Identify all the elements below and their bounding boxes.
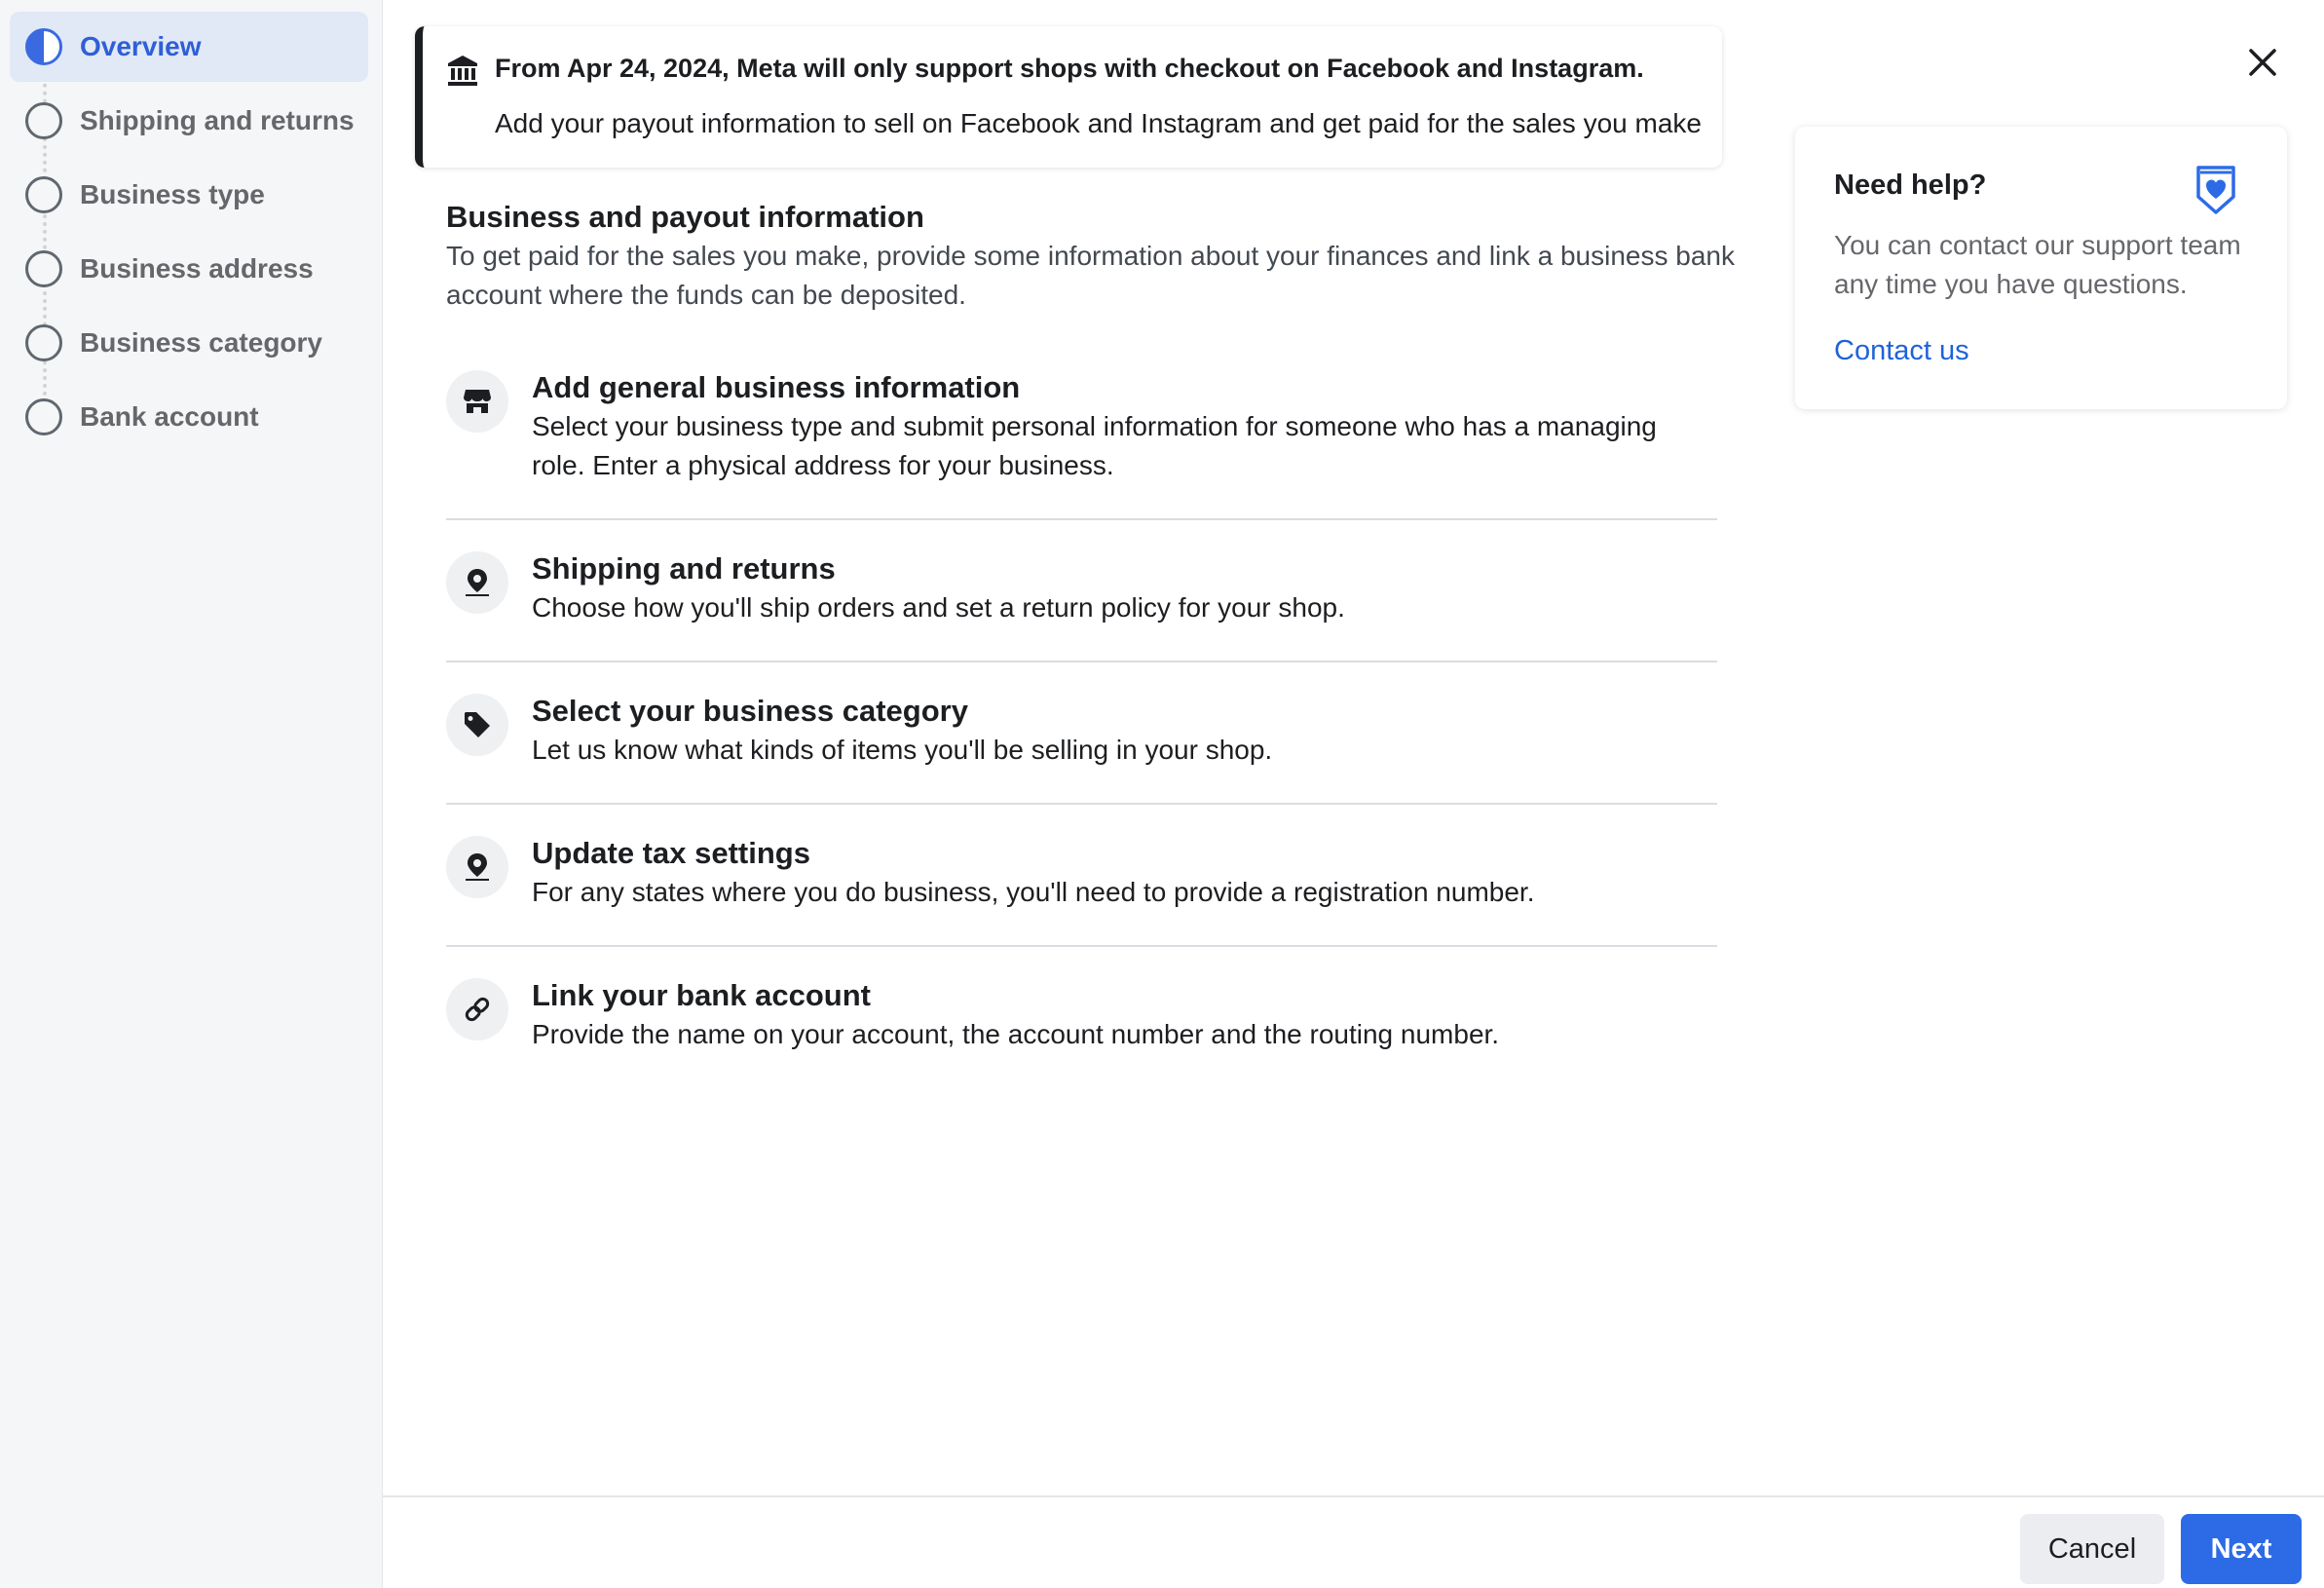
step-business-address[interactable]	[10, 234, 368, 304]
step-empty-circle-icon	[25, 102, 62, 139]
divider	[446, 945, 1717, 947]
task-shipping-and-returns	[446, 551, 1717, 639]
shield-heart-icon	[2194, 164, 2237, 216]
divider	[446, 518, 1717, 520]
task-description: Choose how you'll ship orders and set a return policy for your shop.	[532, 592, 1345, 623]
task-description: For any states where you do business, you'll need to provide a registration number.	[532, 877, 1535, 907]
step-business-type[interactable]	[10, 160, 368, 230]
location-pin-icon	[446, 551, 508, 614]
location-pin-icon	[446, 836, 508, 898]
step-label: Bank account	[80, 401, 259, 432]
step-shipping-and-returns[interactable]	[10, 86, 368, 156]
task-title: Shipping and returns	[532, 551, 836, 586]
task-title: Add general business information	[532, 370, 1021, 404]
step-label: Business category	[80, 327, 322, 358]
task-general-business-info	[446, 370, 1717, 497]
task-bank-account	[446, 978, 1717, 1066]
divider	[446, 661, 1717, 662]
step-overview[interactable]	[10, 12, 368, 82]
page-description: To get paid for the sales you make, provide some information about your finances and link a business bank account where the funds can be deposited.	[446, 241, 1735, 310]
tag-icon	[446, 694, 508, 756]
divider	[446, 803, 1717, 805]
footer-actions	[383, 1495, 2324, 1588]
checkout-notice-banner	[415, 26, 1722, 168]
store-icon	[446, 370, 508, 433]
step-business-category[interactable]	[10, 308, 368, 378]
task-description: Let us know what kinds of items you'll be selling in your shop.	[532, 735, 1273, 765]
step-label: Business type	[80, 179, 265, 209]
task-tax-settings	[446, 836, 1717, 924]
step-empty-circle-icon	[25, 176, 62, 213]
help-text: You can contact our support team any time you have questions.	[1834, 230, 2241, 299]
contact-us-link[interactable]: Contact us	[1834, 335, 1969, 366]
task-title: Update tax settings	[532, 836, 810, 870]
task-business-category	[446, 694, 1717, 781]
close-icon[interactable]	[2243, 43, 2282, 82]
task-title: Link your bank account	[532, 978, 871, 1012]
step-label: Shipping and returns	[80, 105, 355, 135]
progress-sidebar	[0, 0, 383, 1588]
banner-text: Add your payout information to sell on Facebook and Instagram and get paid for the sales you make	[495, 108, 1702, 138]
task-description: Provide the name on your account, the account number and the routing number.	[532, 1019, 1500, 1049]
step-label: Business address	[80, 253, 314, 284]
task-title: Select your business category	[532, 694, 968, 728]
bank-icon	[446, 54, 479, 87]
banner-title: From Apr 24, 2024, Meta will only support shops with checkout on Facebook and Instagram.	[495, 54, 1644, 83]
step-empty-circle-icon	[25, 250, 62, 287]
help-title: Need help?	[1834, 170, 1987, 201]
link-icon	[446, 978, 508, 1040]
main-content	[383, 0, 2324, 1588]
cancel-button[interactable]: Cancel	[2020, 1514, 2164, 1584]
help-card	[1795, 127, 2287, 409]
step-label: Overview	[80, 31, 202, 61]
step-progress-half-icon	[25, 28, 62, 65]
page-title: Business and payout information	[446, 200, 924, 234]
step-empty-circle-icon	[25, 324, 62, 361]
next-button[interactable]: Next	[2181, 1514, 2302, 1584]
step-bank-account[interactable]	[10, 382, 368, 452]
step-empty-circle-icon	[25, 398, 62, 435]
task-description: Select your business type and submit personal information for someone who has a managing role. Enter a physical address for your business.	[532, 411, 1657, 480]
